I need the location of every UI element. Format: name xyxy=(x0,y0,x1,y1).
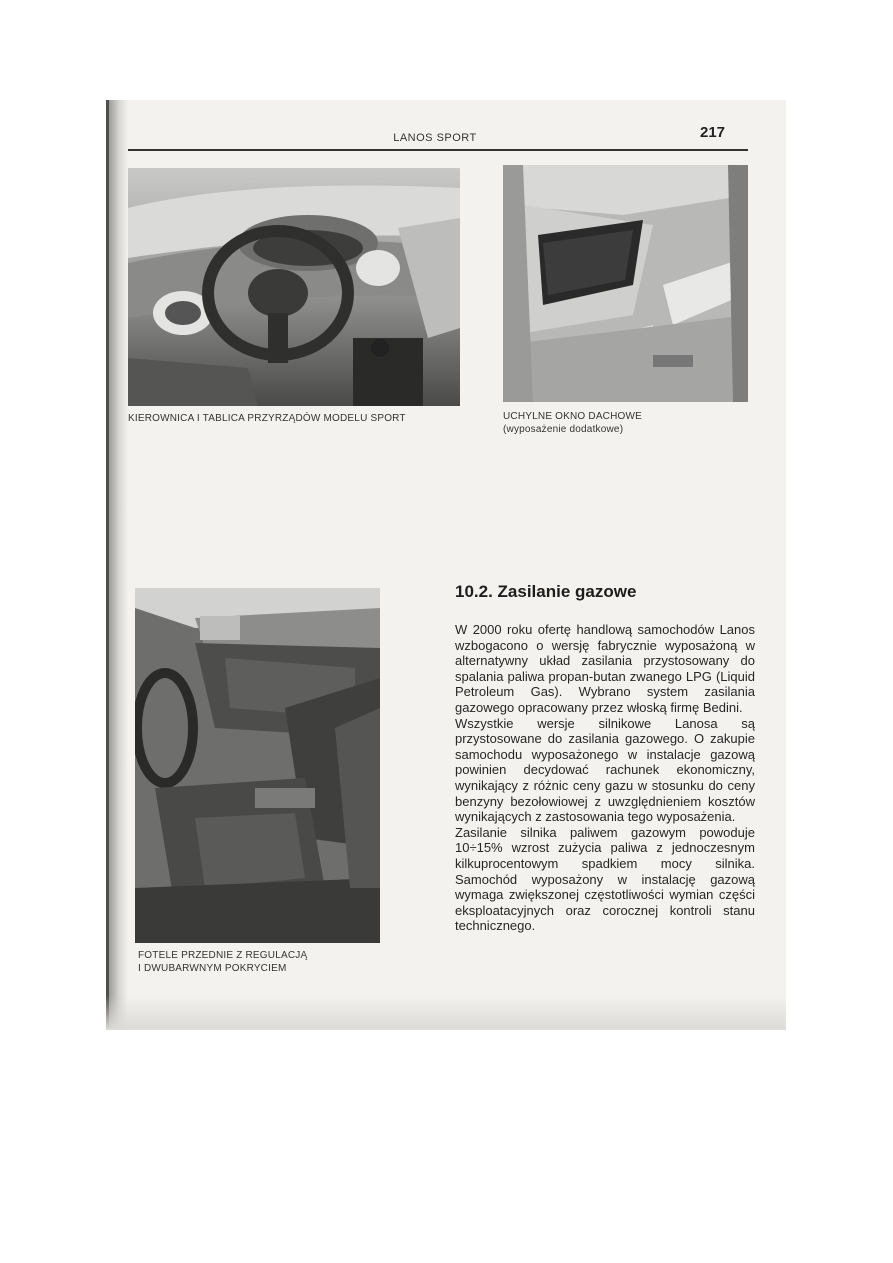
figure-caption: UCHYLNE OKNO DACHOWE xyxy=(503,411,643,422)
sunroof-photo xyxy=(503,165,748,402)
front-seats-photo xyxy=(135,588,380,943)
figure-caption: (wyposażenie dodatkowe) xyxy=(503,424,624,435)
body-paragraph: Wszystkie wersje silnikowe Lanosa są przystosowane do zasilania gazowego. O zakupie samochodu wyposażonego w instalacje gazową powinien decydować rachunek ekonomiczny, wynikający z różnic ceny gazu w stosunku do ceny benzyny bezołowiowej z uwzględnieniem kosztów wynikających z zastosowania tego wyposażenia. xyxy=(455,715,755,825)
body-paragraph: W 2000 roku ofertę handlową samochodów Lanos wzbogacono o wersję fabrycznie wyposażoną w alternatywny układ zasilania przystosowany do spalania paliwa propan-butan zwanego LPG (Liquid Petroleum Gas). Wybrano system zasilania gazowego opracowany przez włoską firmę Bedini. xyxy=(455,622,755,715)
figure-caption: KIEROWNICA I TABLICA PRZYRZĄDÓW MODELU SPORT xyxy=(128,413,406,424)
dashboard-photo xyxy=(128,168,460,406)
section-body xyxy=(455,622,755,934)
figure-caption: FOTELE PRZEDNIE Z REGULACJĄ xyxy=(138,950,308,961)
page-bottom-shadow xyxy=(106,995,786,1030)
section-heading: 10.2. Zasilanie gazowe xyxy=(455,582,637,601)
header-rule xyxy=(128,149,748,151)
running-title: LANOS SPORT xyxy=(393,132,477,144)
book-spine-shadow xyxy=(106,100,128,1030)
figure-caption: I DWUBARWNYM POKRYCIEM xyxy=(138,963,287,974)
body-paragraph: Zasilanie silnika paliwem gazowym powoduje 10÷15% wzrost zużycia paliwa z jednoczesnym kilkuprocentowym spadkiem mocy silnika. Samochód wyposażony w instalację gazową wymaga zwiększonej częstotliwości wymian części eksploatacyjnych oraz corocznej kontroli stanu technicznego. xyxy=(455,824,755,934)
page-number: 217 xyxy=(700,124,726,141)
book-spine-edge xyxy=(106,100,109,1030)
